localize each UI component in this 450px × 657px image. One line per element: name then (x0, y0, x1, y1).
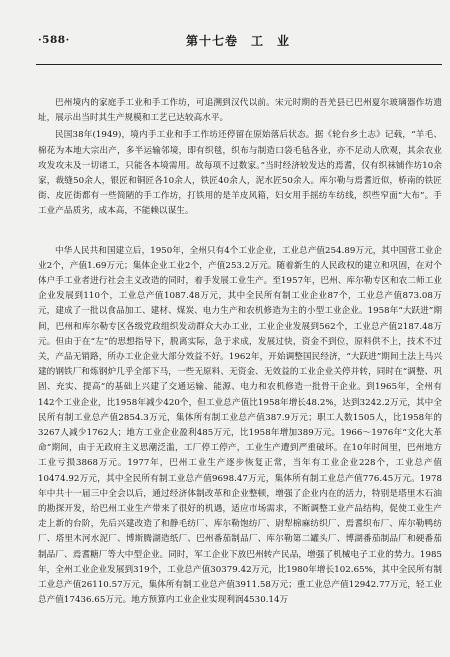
paragraph-prc-era: 中华人民共和国建立后，1950年，全州只有4个工业企业，工业总产值254.89万元，其中国营工业企业2个，产值1.69万元；集体企业工业2个，产值253.2万元。随着新生的人民政权的建立和巩固，在对个体户手工业者进行社会主义改造的同时，着手发展工业生产。至1957年，巴州、库尔勒专区和农二师工业企业发展到110个，工业总产值1087.48万元，其中全民所有制工业企业87个，工业总产值873.08万元，建成了一批以食品加工、建材、煤炭、电力生产和农机修造为主的小型工业企业。1958年“大跃进”期间，巴州和库尔勒专区各级党政组织发动群众大办工业，工业企业发展到562个，工业总产值2187.48万元。但由于在“左”的思想指导下，脱离实际，急于求成，发展过快，资金不到位，原料供不上，技术不过关，产品无销路，所办工业企业大部分效益不好。1962年，开始调整国民经济，“大跃进”期间土法上马兴建的钢铁厂和炼钢炉几乎全部下马，一些无原料、无资金、无效益的工业企业关停并转，同时在“调整、巩固、充实、提高”的基础上兴建了交通运输、能源、电力和农机修造一批骨干企业。到1965年，全州有142个工业企业，比1958年减少420个，但工业总产值比1958年增长48.2%，达到3242.2万元，其中全民所有制工业总产值2854.3万元，集体所有制工业总产值387.9万元；职工人数1505人，比1958年的3267人减少1762人；地方工业企业盈利485万元，比1958年增加389万元。1966～1976年“文化大革命”期间，由于无政府主义思潮泛滥，工厂停工停产，工业生产遭到严重破坏。在10年时间里，巴州地方工业亏损3868万元。1977年，巴州工业生产逐步恢复正常，当年有工业企业228个，工业总产值10474.92万元，其中全民所有制工业总产值9698.47万元，集体所有制工业总产值776.45万元。1978年中共十一届三中全会以后，通过经济体制改革和企业整顿，增强了企业内在的活力，特别是塔里木石油的勘探开发，给巴州工业生产带来了很好的机遇，适应市场需求，不断调整工业产品结构，促使工业生产走上新的台阶，先后兴建改造了和静毛纺厂、库尔勒饱纺厂、尉犁棉麻纺织厂、焉耆织布厂、库尔勒鸭纺厂、塔里木河水泥厂、博斯腾湖造纸厂、巴州番茄制品厂、库尔勒第二罐头厂、博湖番茄制品厂和硬番茄制品厂、焉耆糖厂等大中型企业。同时，军工企业下放巴州转产民品，增强了机械电子工业的势力。1985年，全州工业企业发展到319个，工业总产值30379.42万元，比1980年增长102.65%，其中全民所有制工业总产值26110.57万元，集体所有制工业总产值3911.58万元；重工业总产值12942.77万元，轻工业总产值17436.65万元。地方预算内工业企业实现利润4530.14万 (38, 245, 442, 606)
page-number: ·588· (38, 34, 70, 46)
page-header (38, 30, 440, 54)
body-text (38, 96, 442, 619)
paragraph-history: 巴州境内的家庭手工业和手工作坊，可追溯到汉代以前。宋元时期的吾羌县已巴州夏尔玻璃器作坊遗址，展示出当时其生产规模和工艺已达较高水平。 (38, 98, 442, 124)
header-rule (36, 64, 442, 65)
running-head: 第十七卷 工 业 (186, 34, 291, 48)
paragraph-republic-era: 民国38年(1949)，境内手工业和手工作坊还停留在原始落后状态。据《轮台乡土志》记载，“羊毛、棉花为本地大宗出产，多半运输邻境，即有织毯，织布与制造口袋毛毡各业，亦不足动人欣观，其余农业攻发攻末及一切诸工，只能各本境需用。故每项不过数家。”当时经济较发达的焉耆，仅有织袜铺作坊10余家，裁缝50余人，银匠和铜匠各10余人，铁匠40余人，泥水匠50余人。库尔勒与焉耆近似，桥南的铁匠街、皮匠街都有一些简陋的手工作坊，打铁用的是羊皮风箱，妇女用手摇纺车纺线，织些窄面“大布”。手工业产品质劣，成本高，不能赖以谋生。 (38, 130, 442, 217)
